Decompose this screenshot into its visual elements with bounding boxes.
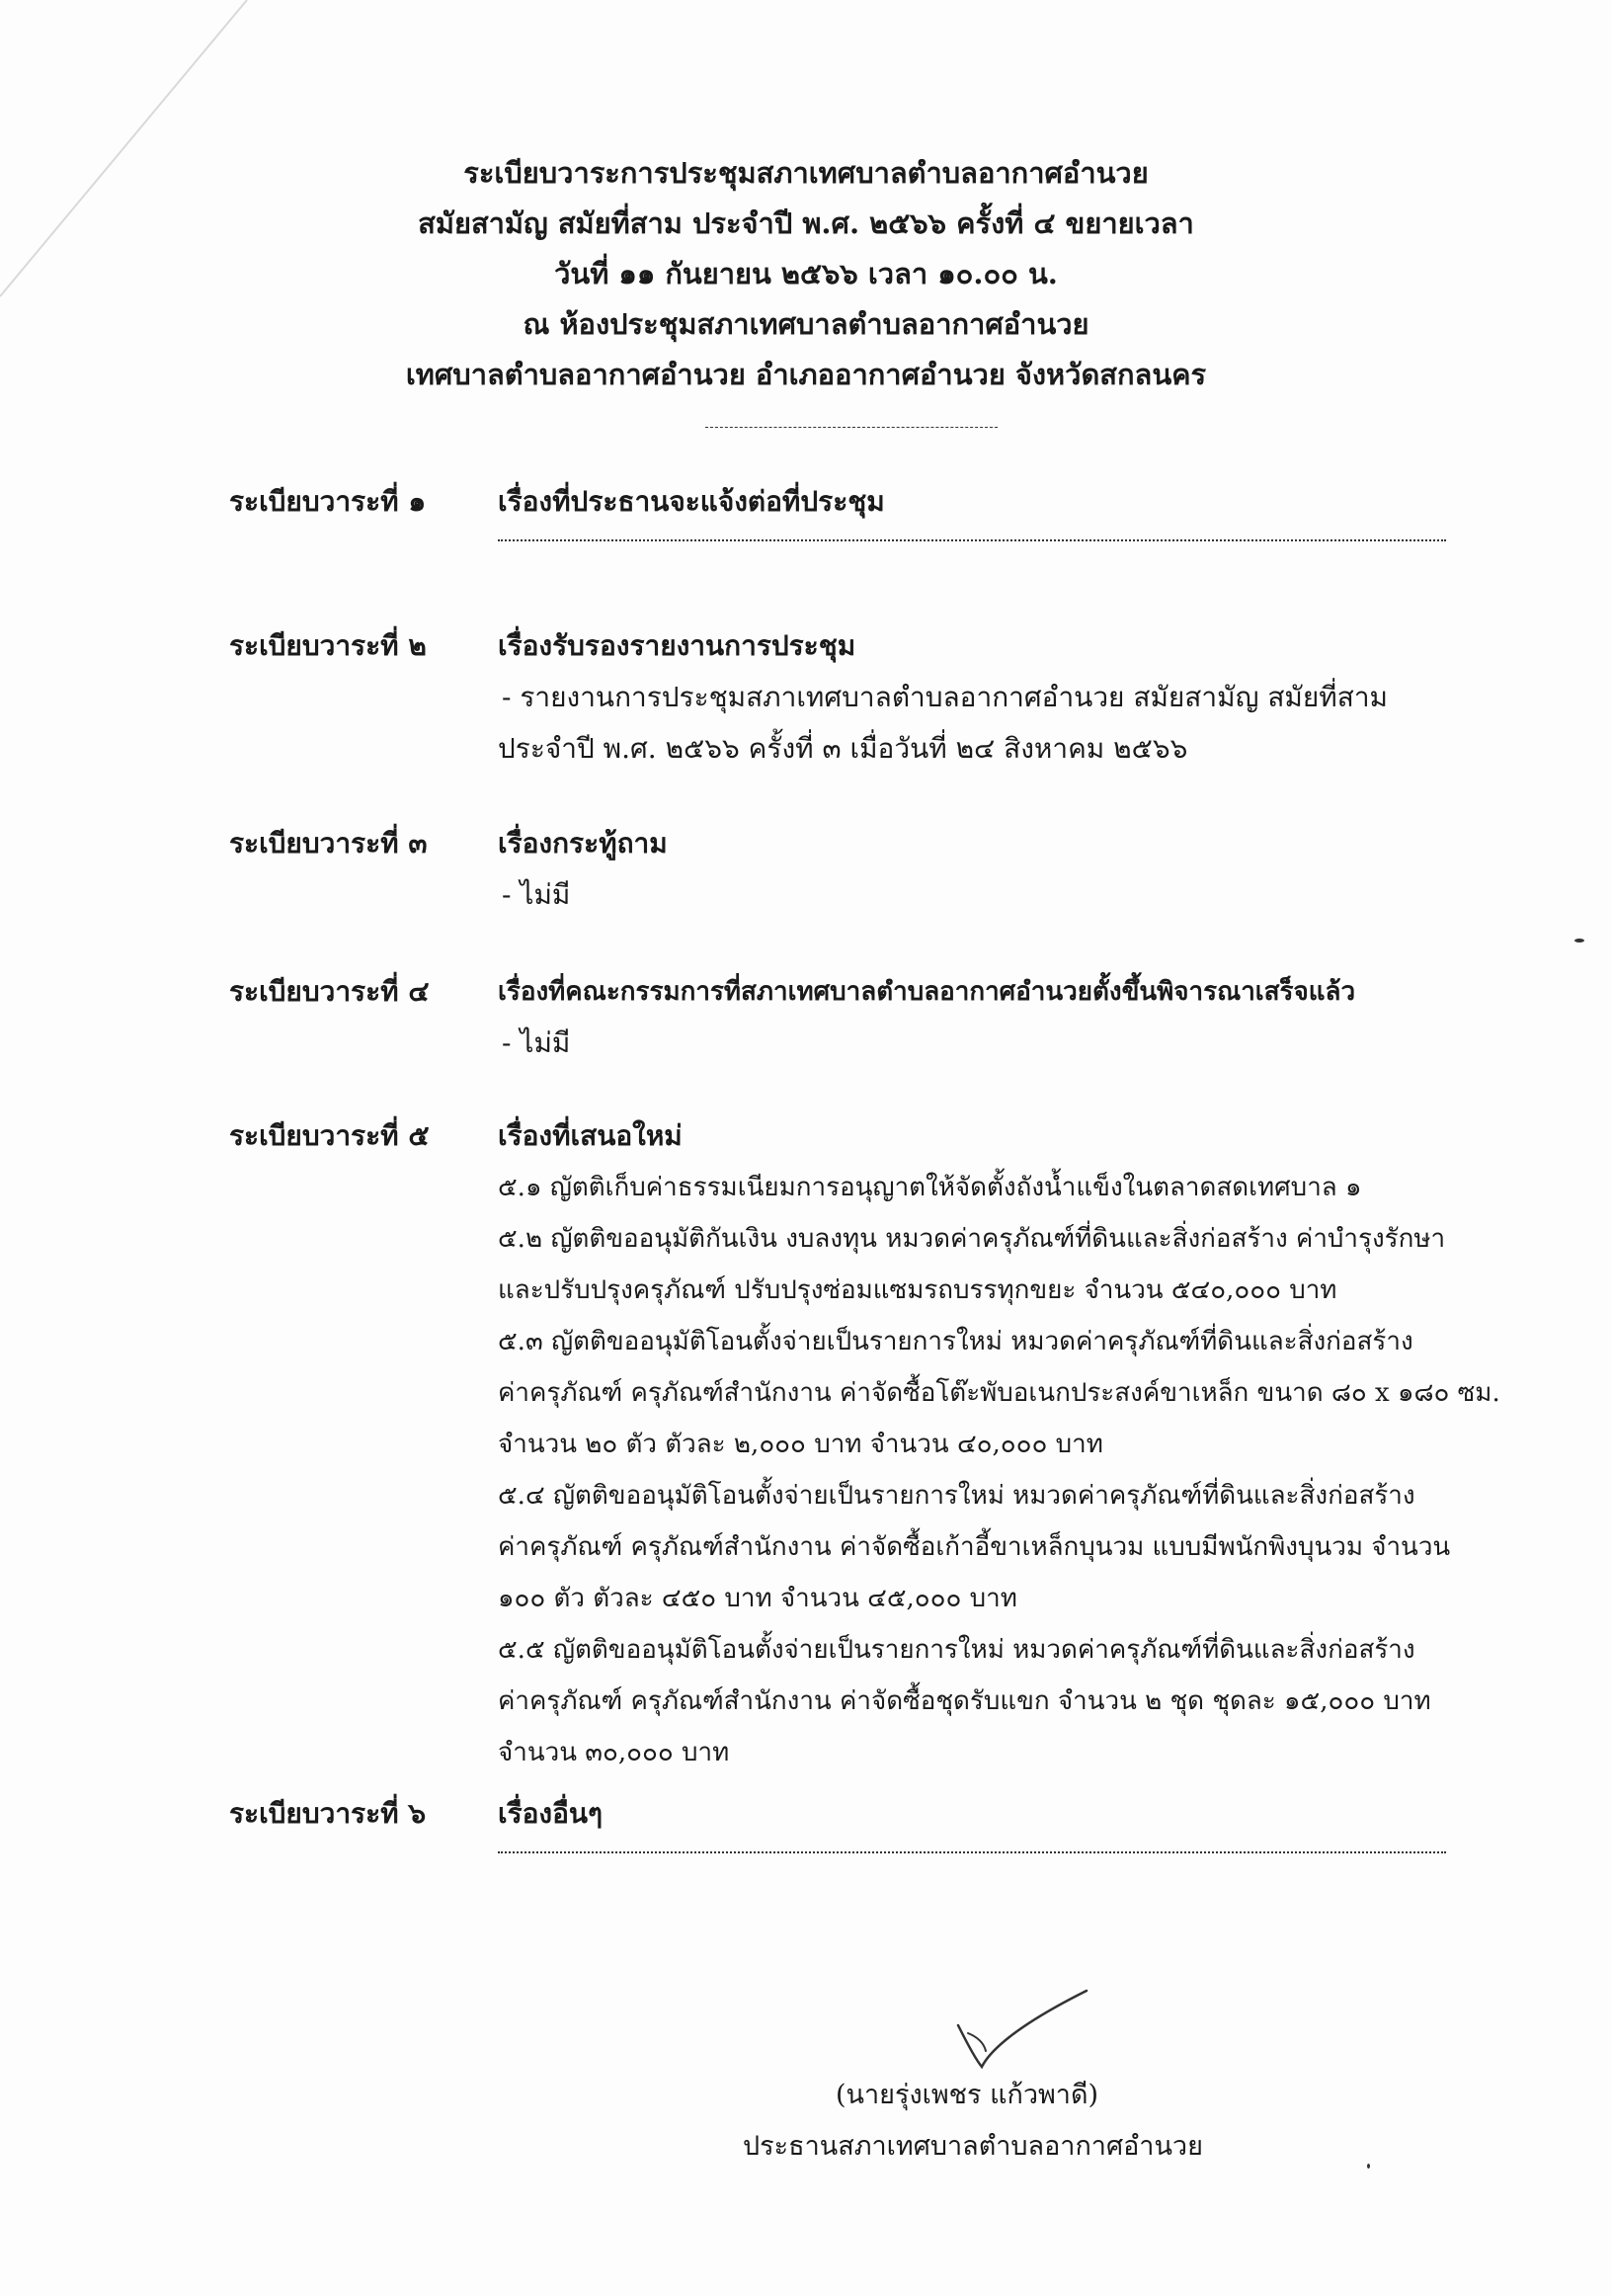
agenda-title: เรื่องอื่นๆ [498,1797,604,1830]
agenda-line: ค่าครุภัณฑ์ ครุภัณฑ์สำนักงาน ค่าจัดซื้อโต๊ะพับอเนกประสงค์ขาเหล็ก ขนาด ๘๐ x ๑๘๐ ซม. [498,1378,1500,1408]
agenda-title: เรื่องกระทู้ถาม [498,827,668,860]
agenda-title: เรื่องที่ประธานจะแจ้งต่อที่ประชุม [498,485,885,518]
agenda-line: ๕.๑ ญัตติเก็บค่าธรรมเนียมการอนุญาตให้จัดตั้งถังน้ำแข็งในตลาดสดเทศบาล ๑ [498,1173,1362,1202]
header-date-time: วันที่ ๑๑ กันยายน ๒๕๖๖ เวลา ๑๐.๐๐ น. [554,257,1058,290]
agenda-title: เรื่องที่คณะกรรมการที่สภาเทศบาลตำบลอากาศอำนวยตั้งขึ้นพิจารณาเสร็จแล้ว [498,977,1356,1007]
dotted-fill-line [498,539,1446,543]
header-session: สมัยสามัญ สมัยที่สาม ประจำปี พ.ศ. ๒๕๖๖ ครั้งที่ ๔ ขยายเวลา [418,206,1194,240]
agenda-line: ค่าครุภัณฑ์ ครุภัณฑ์สำนักงาน ค่าจัดซื้อเก้าอี้ขาเหล็กบุนวม แบบมีพนักพิงบุนวม จำนวน [498,1532,1451,1562]
agenda-line: ๕.๒ ญัตติขออนุมัติกันเงิน งบลงทุน หมวดค่าครุภัณฑ์ที่ดินและสิ่งก่อสร้าง ค่าบำรุงรักษา [498,1224,1446,1254]
agenda-line: จำนวน ๒๐ ตัว ตัวละ ๒,๐๐๐ บาท จำนวน ๔๐,๐๐๐ บาท [498,1430,1103,1459]
agenda-line: ๑๐๐ ตัว ตัวละ ๔๕๐ บาท จำนวน ๔๕,๐๐๐ บาท [498,1584,1017,1613]
header-title: ระเบียบวาระการประชุมสภาเทศบาลตำบลอากาศอำนวย [463,156,1149,190]
agenda-line: ๕.๕ ญัตติขออนุมัติโอนตั้งจ่ายเป็นรายการใหม่ หมวดค่าครุภัณฑ์ที่ดินและสิ่งก่อสร้าง [498,1635,1415,1665]
agenda-line: - รายงานการประชุมสภาเทศบาลตำบลอากาศอำนวย สมัยสามัญ สมัยที่สาม [502,681,1389,713]
agenda-label: ระเบียบวาระที่ ๓ [229,827,428,860]
dotted-fill-line [498,1851,1446,1855]
scan-speck [1574,939,1584,943]
header-venue: ณ ห้องประชุมสภาเทศบาลตำบลอากาศอำนวย [523,307,1089,341]
agenda-label: ระเบียบวาระที่ ๕ [229,1119,430,1152]
scan-speck [1367,2164,1370,2169]
agenda-title: เรื่องรับรองรายงานการประชุม [498,629,856,662]
agenda-body [498,620,1464,775]
agenda-label: ระเบียบวาระที่ ๖ [229,1797,427,1830]
agenda-label: ระเบียบวาระที่ ๔ [229,975,430,1008]
agenda-label: ระเบียบวาระที่ ๒ [229,629,427,662]
agenda-body [498,1110,1500,1778]
agenda-line: - ไม่มี [502,1026,571,1059]
header-separator [705,427,998,428]
agenda-line: ประจำปี พ.ศ. ๒๕๖๖ ครั้งที่ ๓ เมื่อวันที่ ๒๔ สิงหาคม ๒๕๖๖ [498,732,1188,765]
agenda-title: เรื่องที่เสนอใหม่ [498,1119,683,1152]
agenda-body [498,966,1464,1069]
agenda-body [498,818,1464,921]
agenda-line: ๕.๓ ญัตติขออนุมัติโอนตั้งจ่ายเป็นรายการใหม่ หมวดค่าครุภัณฑ์ที่ดินและสิ่งก่อสร้าง [498,1327,1413,1356]
agenda-body [498,476,1464,543]
agenda-line: ค่าครุภัณฑ์ ครุภัณฑ์สำนักงาน ค่าจัดซื้อชุดรับแขก จำนวน ๒ ชุด ชุดละ ๑๕,๐๐๐ บาท [498,1686,1431,1716]
signatory-name: (นายรุ่งเพชร แก้วพาดี) [836,2080,1099,2110]
document-header [0,148,1612,400]
agenda-line: และปรับปรุงครุภัณฑ์ ปรับปรุงซ่อมแซมรถบรรทุกขยะ จำนวน ๕๔๐,๐๐๐ บาท [498,1275,1337,1305]
agenda-body [498,1788,1464,1855]
agenda-line: - ไม่มี [502,878,571,911]
agenda-line: ๕.๔ ญัตติขออนุมัติโอนตั้งจ่ายเป็นรายการใหม่ หมวดค่าครุภัณฑ์ที่ดินและสิ่งก่อสร้าง [498,1481,1415,1511]
signatory-position: ประธานสภาเทศบาลตำบลอากาศอำนวย [743,2131,1203,2162]
header-location: เทศบาลตำบลอากาศอำนวย อำเภออากาศอำนวย จังหวัดสกลนคร [405,358,1207,391]
agenda-line: จำนวน ๓๐,๐๐๐ บาท [498,1738,730,1767]
handwritten-signature [938,1986,1096,2075]
agenda-label: ระเบียบวาระที่ ๑ [229,485,427,518]
signature-block [0,1986,1612,2272]
